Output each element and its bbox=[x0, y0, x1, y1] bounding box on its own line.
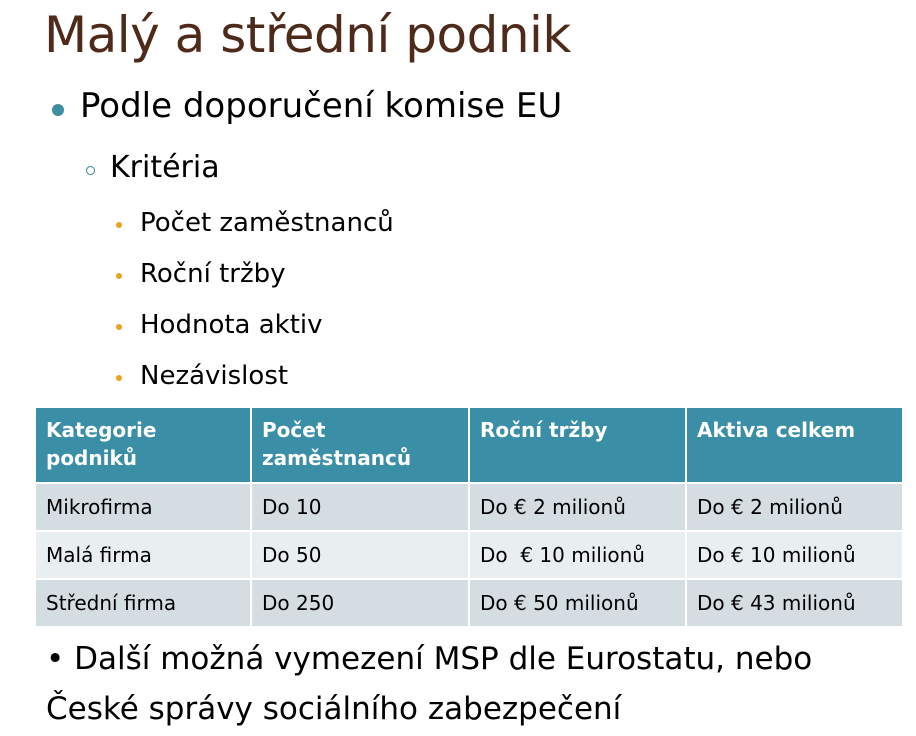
dot-bullet-icon bbox=[116, 375, 122, 381]
ring-bullet-icon bbox=[86, 166, 95, 175]
criteria-item-text: Počet zaměstnanců bbox=[140, 208, 394, 238]
bullet-level1-text: Podle doporučení komise EU bbox=[80, 86, 563, 126]
table-row bbox=[35, 531, 903, 579]
footer-note-line2: České správy sociálního zabezpečení bbox=[46, 691, 622, 727]
table-cell: Do € 10 milionů bbox=[686, 531, 903, 579]
table-header-row bbox=[35, 407, 903, 483]
footer-note-line1: • Další možná vymezení MSP dle Eurostatu, nebo bbox=[46, 641, 813, 677]
header-category: Kategorie podniků bbox=[35, 407, 251, 483]
footer-note bbox=[46, 634, 812, 734]
dot-bullet-icon bbox=[116, 324, 122, 330]
criteria-item-text: Hodnota aktiv bbox=[140, 310, 323, 340]
table-cell: Do 250 bbox=[251, 579, 469, 627]
table-row bbox=[35, 579, 903, 627]
table-cell: Do € 50 milionů bbox=[469, 579, 686, 627]
dot-bullet-icon bbox=[116, 222, 122, 228]
table-cell: Do € 2 milionů bbox=[469, 483, 686, 531]
sme-criteria-table bbox=[34, 406, 904, 628]
table-cell: Střední firma bbox=[35, 579, 251, 627]
header-total-assets: Aktiva celkem bbox=[686, 407, 903, 483]
slide-title: Malý a střední podnik bbox=[44, 6, 571, 64]
dot-bullet-icon bbox=[116, 273, 122, 279]
table-row bbox=[35, 483, 903, 531]
criteria-item-text: Roční tržby bbox=[140, 259, 286, 289]
table-cell: Malá firma bbox=[35, 531, 251, 579]
round-bullet-icon bbox=[52, 104, 64, 116]
table-cell: Do 10 bbox=[251, 483, 469, 531]
table-cell: Do € 10 milionů bbox=[469, 531, 686, 579]
table-cell: Do 50 bbox=[251, 531, 469, 579]
table-cell: Do € 43 milionů bbox=[686, 579, 903, 627]
header-annual-turnover: Roční tržby bbox=[469, 407, 686, 483]
table-cell: Mikrofirma bbox=[35, 483, 251, 531]
header-employees: Počet zaměstnanců bbox=[251, 407, 469, 483]
bullet-level2-text: Kritéria bbox=[110, 150, 220, 185]
criteria-item-text: Nezávislost bbox=[140, 361, 289, 391]
table-cell: Do € 2 milionů bbox=[686, 483, 903, 531]
